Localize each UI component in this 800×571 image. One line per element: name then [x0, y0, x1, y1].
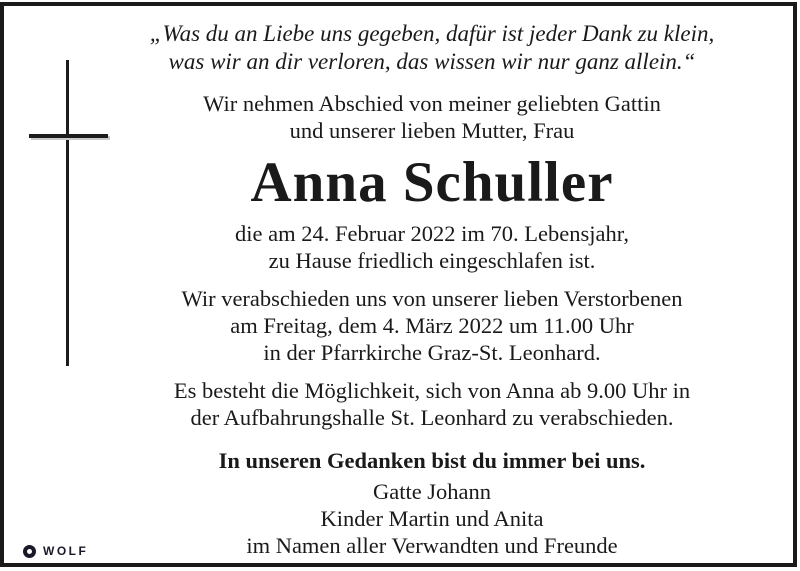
viewing-info-line-1: Es besteht die Möglichkeit, sich von Anna ab 9.00 Uhr in [173, 378, 691, 403]
intro-line-2: und unserer lieben Mutter, Frau [289, 118, 575, 143]
wolf-logo [23, 544, 88, 558]
deceased-name-heading: Anna Schuller [250, 151, 614, 214]
death-info-line-1: die am 24. Februar 2022 im 70. Lebensjahr, [234, 221, 629, 246]
funeral-info-line-1: Wir verabschieden uns von unserer lieben Verstorbenen [181, 286, 683, 311]
viewing-info-line-2: der Aufbahrungshalle St. Leonhard zu verabschieden. [190, 405, 674, 430]
funeral-info-line-3: in der Pfarrkirche Graz-St. Leonhard. [263, 340, 601, 365]
mourners-list [118, 478, 746, 559]
memorial-quote [118, 20, 746, 76]
death-info-paragraph [118, 220, 746, 274]
intro-line-1: Wir nehmen Abschied von meiner geliebten Gattin [203, 91, 661, 116]
viewing-info-paragraph [118, 377, 746, 431]
death-info-line-2: zu Hause friedlich eingeschlafen ist. [268, 248, 596, 273]
funeral-info-line-2: am Freitag, dem 4. März 2022 um 11.00 Uhr [230, 313, 634, 338]
funeral-info-paragraph [118, 285, 746, 366]
remembrance-line: In unseren Gedanken bist du immer bei uns. [218, 448, 646, 473]
quote-line-2: was wir an dir verloren, das wissen wir nur ganz allein.“ [168, 49, 696, 74]
cross-horizontal-bar [29, 134, 108, 138]
cross-vertical-bar [66, 60, 69, 366]
intro-paragraph [118, 90, 746, 144]
wolf-logo-label: WOLF [43, 544, 89, 558]
mourner-line-2: Kinder Martin und Anita [320, 506, 544, 531]
wolf-ring-icon [23, 545, 36, 558]
quote-line-1: „Was du an Liebe uns gegeben, dafür ist jeder Dank zu klein, [149, 21, 715, 46]
mourner-line-1: Gatte Johann [372, 479, 492, 504]
mourner-line-3: im Namen aller Verwandten und Freunde [246, 533, 618, 558]
notice-body [118, 20, 746, 559]
